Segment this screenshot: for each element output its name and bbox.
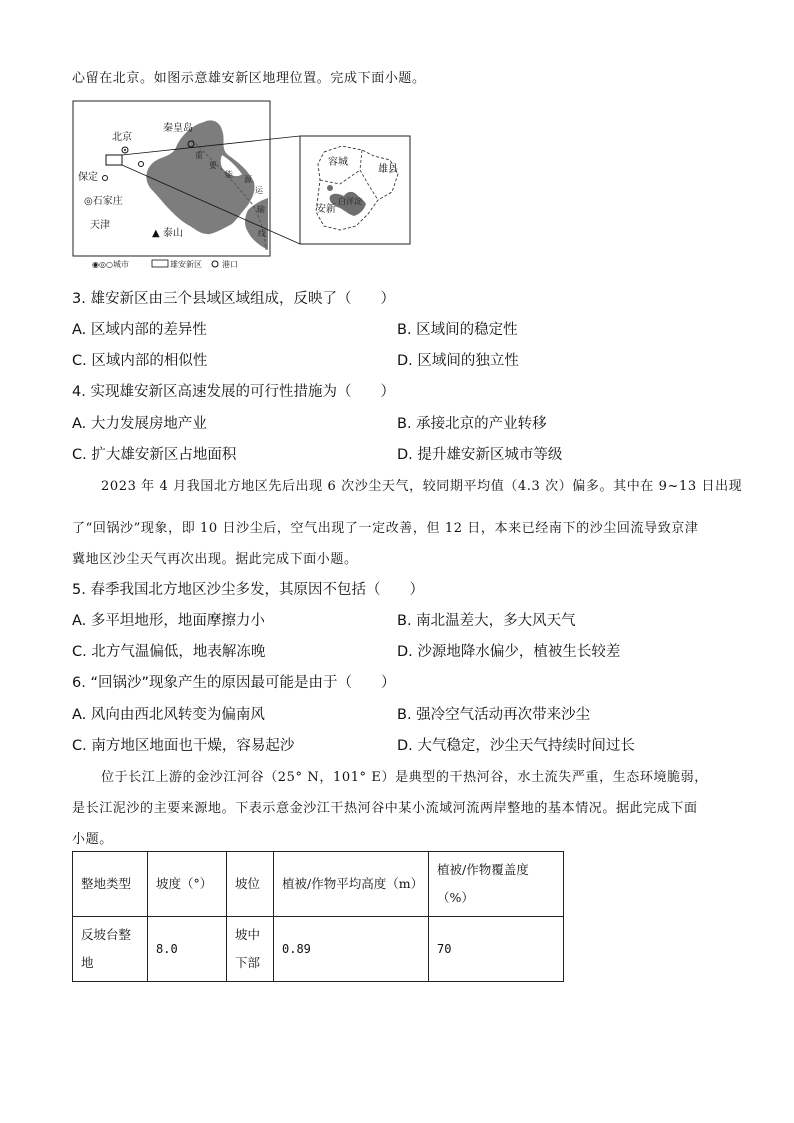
q3-stem: 3. 雄安新区由三个县域区域组成，反映了（ ）: [72, 291, 395, 307]
rail-char-5: 运: [255, 186, 263, 195]
q3-option-c[interactable]: C. 区域内部的相似性: [72, 353, 208, 369]
cell-height: 0.89: [274, 917, 429, 982]
taishan-label: ▲ 泰山: [152, 228, 183, 239]
legend-xiongan-box: [152, 260, 168, 267]
legend-xiongan: 雄安新区: [170, 260, 202, 269]
cell-coverage: 70: [429, 917, 564, 982]
header-cell-slope: 坡度（°）: [148, 852, 227, 917]
header-cell-coverage: 植被/作物覆盖度（%）: [429, 852, 564, 917]
qinhuangdao-label: 秦皇岛: [163, 123, 193, 134]
q6-option-d[interactable]: D. 大气稳定，沙尘天气持续时间过长: [397, 738, 635, 754]
rail-char-6: 输: [257, 205, 265, 214]
q6-option-a[interactable]: A. 风向由西北风转变为偏南风: [72, 707, 265, 723]
q5-stem: 5. 春季我国北方地区沙尘多发，其原因不包括（ ）: [72, 582, 424, 598]
rail-char-2: 要: [209, 161, 217, 170]
rail-char-4: 源: [244, 175, 252, 184]
tianjin-label: 天津: [90, 220, 110, 231]
rongcheng-label: 容城: [328, 157, 348, 168]
dust-intro-line-3: 冀地区沙尘天气再次出现。据此完成下面小题。: [72, 552, 358, 567]
q6-stem: 6. “回锅沙”现象产生的原因最可能是由于（ ）: [72, 675, 396, 691]
rail-char-3: 能: [225, 170, 233, 179]
q4-option-d[interactable]: D. 提升雄安新区城市等级: [397, 447, 563, 463]
valley-intro-line-2: 是长江泥沙的主要来源地。下表示意金沙江干热河谷中某小流域河流两岸整地的基本情况。据此完成下面: [72, 801, 698, 816]
rail-char-1: 重: [195, 151, 203, 160]
dust-intro-line-1: 2023 年 4 月我国北方地区先后出现 6 次沙尘天气，较同期平均值（4.3 次）偏多。其中在 9~13 日出现: [101, 479, 743, 494]
q4-option-c[interactable]: C. 扩大雄安新区占地面积: [72, 447, 237, 463]
location-map: [72, 100, 412, 272]
legend-port: 港口: [222, 260, 238, 269]
legend-cities: ◉◎○城市: [92, 260, 129, 269]
valley-intro-line-1: 位于长江上游的金沙江河谷（25° N，101° E）是典型的干热河谷，水土流失严重，生态环境脆弱，: [101, 770, 708, 785]
header-cell-position: 坡位: [227, 852, 274, 917]
q3-option-a[interactable]: A. 区域内部的差异性: [72, 322, 207, 338]
cell-type: 反坡台整地: [73, 917, 148, 982]
q4-option-b[interactable]: B. 承接北京的产业转移: [397, 416, 547, 432]
legend-port-icon: [212, 261, 218, 267]
q6-option-b[interactable]: B. 强冷空气活动再次带来沙尘: [397, 707, 591, 723]
header-cell-type: 整地类型: [73, 852, 148, 917]
q3-option-d[interactable]: D. 区域间的独立性: [397, 353, 519, 369]
header-cell-height: 植被/作物平均高度（m）: [274, 852, 429, 917]
cell-slope: 8.0: [148, 917, 227, 982]
table-row: [73, 917, 564, 982]
q3-option-b[interactable]: B. 区域间的稳定性: [397, 322, 518, 338]
anxin-label: 安新: [316, 204, 336, 215]
q5-option-d[interactable]: D. 沙源地降水偏少，植被生长较差: [397, 644, 621, 660]
q5-option-a[interactable]: A. 多平坦地形，地面摩擦力小: [72, 613, 265, 629]
intro-line: 心留在北京。如图示意雄安新区地理位置。完成下面小题。: [72, 71, 426, 86]
beijing-label: 北京: [112, 132, 132, 143]
q5-option-c[interactable]: C. 北方气温偏低，地表解冻晚: [72, 644, 266, 660]
xiongxian-label: 雄县: [378, 164, 398, 175]
q5-option-b[interactable]: B. 南北温差大，多大风天气: [397, 613, 576, 629]
baiyangdian-label: 白洋淀: [338, 197, 362, 206]
shijiazhuang-label: ◎石家庄: [84, 196, 123, 207]
q6-option-c[interactable]: C. 南方地区地面也干燥，容易起沙: [72, 738, 295, 754]
baoding-label: 保定: [78, 172, 98, 183]
q4-option-a[interactable]: A. 大力发展房地产业: [72, 416, 207, 432]
rail-char-7: 线: [258, 229, 266, 238]
valley-intro-line-3: 小题。: [72, 832, 113, 847]
dust-intro-line-2: 了“回锅沙”现象，即 10 日沙尘后，空气出现了一定改善，但 12 日，本来已经南下的沙尘回流导致京津: [72, 521, 699, 536]
land-preparation-table: [72, 851, 564, 982]
table-header-row: [73, 852, 564, 917]
cell-position: 坡中下部: [227, 917, 274, 982]
q4-stem: 4. 实现雄安新区高速发展的可行性措施为（ ）: [72, 384, 395, 400]
inset-map-frame: [300, 136, 410, 244]
